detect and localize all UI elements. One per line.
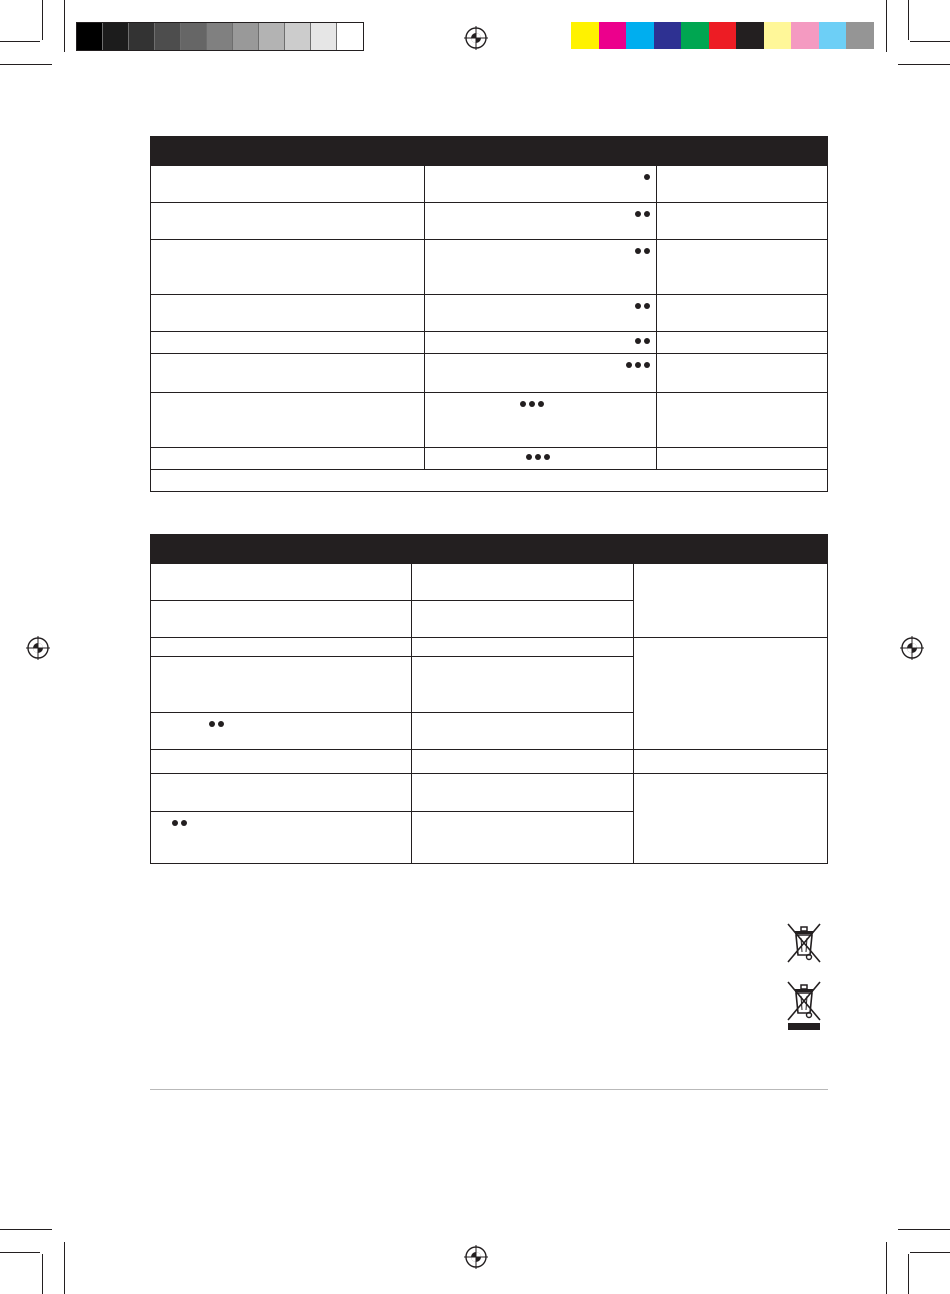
table-cell <box>657 332 828 354</box>
table-cell <box>425 393 657 448</box>
table-cell <box>151 750 412 774</box>
bullet-dots <box>635 248 650 254</box>
crop-mark <box>0 1229 52 1230</box>
crop-mark <box>898 1229 950 1230</box>
bullet-dot <box>644 303 650 309</box>
color-swatch <box>259 23 285 50</box>
table-cell <box>657 203 828 240</box>
bullet-dots <box>626 362 650 368</box>
crop-mark <box>64 0 65 52</box>
table-cell <box>425 295 657 332</box>
table-row <box>151 203 828 240</box>
header-cell <box>657 137 828 166</box>
crossed-out-wheelie-bin-icon <box>784 921 824 965</box>
bullet-dot <box>181 820 187 826</box>
table-cell <box>151 448 425 470</box>
bullet-dots <box>635 211 650 217</box>
crop-mark <box>42 1254 43 1294</box>
registration-mark-icon <box>26 636 50 660</box>
table-row <box>151 240 828 295</box>
bullet-dot <box>644 338 650 344</box>
table-row <box>151 332 828 354</box>
bullet-dot <box>544 454 550 460</box>
color-swatch <box>77 23 103 50</box>
troubleshooting-table-2 <box>150 534 828 864</box>
color-swatch <box>285 23 311 50</box>
table-cell <box>412 750 634 774</box>
bullet-dot <box>526 454 532 460</box>
table-cell <box>657 393 828 448</box>
bullet-dots <box>520 401 544 407</box>
bullet-dot <box>644 248 650 254</box>
table-cell <box>151 774 412 812</box>
header-cell <box>425 137 657 166</box>
table-cell <box>634 750 828 774</box>
bullet-dot <box>626 362 632 368</box>
bullet-dot <box>635 248 641 254</box>
table-cell <box>657 240 828 295</box>
table-cell <box>151 564 412 601</box>
crop-mark <box>0 41 40 42</box>
table-cell <box>412 774 634 812</box>
table-cell <box>657 354 828 393</box>
table-cell <box>412 601 634 638</box>
crop-mark <box>908 1254 909 1294</box>
table-cell <box>412 564 634 601</box>
table-row <box>151 448 828 470</box>
color-swatch <box>181 23 207 50</box>
header-cell <box>151 137 425 166</box>
color-swatch <box>571 22 599 49</box>
crop-mark <box>910 41 950 42</box>
bullet-dot <box>644 174 650 180</box>
table-cell <box>425 354 657 393</box>
table-row <box>151 774 828 812</box>
color-swatch <box>233 23 259 50</box>
crop-mark <box>886 0 887 52</box>
table-cell <box>634 774 828 864</box>
color-swatch <box>103 23 129 50</box>
table-cell <box>425 203 657 240</box>
bullet-dot <box>644 211 650 217</box>
table-header-row <box>151 535 828 564</box>
table-cell <box>412 713 634 750</box>
bullet-dots <box>635 303 650 309</box>
registration-mark-icon <box>900 636 924 660</box>
table-row <box>151 564 828 601</box>
bullet-dot <box>538 401 544 407</box>
table-cell <box>151 240 425 295</box>
table-cell <box>151 166 425 203</box>
bullet-dots <box>635 338 650 344</box>
table-cell <box>412 657 634 713</box>
grayscale-color-bar <box>76 22 364 51</box>
table-cell <box>151 812 412 864</box>
crop-mark <box>898 64 950 65</box>
color-swatch <box>155 23 181 50</box>
table-cell <box>151 295 425 332</box>
table-cell <box>425 240 657 295</box>
bullet-dot <box>520 401 526 407</box>
table-cell <box>151 601 412 638</box>
table-cell <box>151 638 412 657</box>
color-swatch <box>654 22 682 49</box>
table-cell <box>657 295 828 332</box>
color-swatch <box>311 23 337 50</box>
footer-rule <box>150 1089 828 1090</box>
header-cell <box>151 535 412 564</box>
bullet-dots <box>172 820 187 826</box>
bullet-dot <box>635 362 641 368</box>
crossed-out-wheelie-bin-with-bar-icon <box>784 979 824 1033</box>
table-cell <box>151 657 412 713</box>
bullet-dot <box>635 338 641 344</box>
bullet-dot <box>635 303 641 309</box>
table-row <box>151 166 828 203</box>
crop-mark <box>64 1242 65 1294</box>
table-row <box>151 393 828 448</box>
color-swatch <box>736 22 764 49</box>
crop-mark <box>42 0 43 40</box>
table-cell <box>151 203 425 240</box>
table-cell <box>425 166 657 203</box>
color-swatch <box>819 22 847 49</box>
bullet-dot <box>535 454 541 460</box>
table-cell <box>657 448 828 470</box>
table-row <box>151 354 828 393</box>
color-swatch <box>681 22 709 49</box>
crop-mark <box>908 0 909 40</box>
table-row <box>151 638 828 657</box>
table-row <box>151 295 828 332</box>
bullet-dot <box>635 211 641 217</box>
table-cell <box>151 332 425 354</box>
table-cell <box>151 713 412 750</box>
header-cell <box>412 535 634 564</box>
bullet-dots <box>209 721 224 727</box>
registration-mark-icon <box>464 1245 488 1269</box>
color-swatch <box>129 23 155 50</box>
table-footnote-row <box>151 470 828 492</box>
color-swatch <box>599 22 627 49</box>
color-swatch <box>791 22 819 49</box>
table-cell <box>634 564 828 638</box>
bullet-dot <box>644 362 650 368</box>
table-cell <box>657 166 828 203</box>
table-cell <box>151 393 425 448</box>
color-swatch <box>207 23 233 50</box>
bullet-dot <box>209 721 215 727</box>
crop-mark <box>0 64 52 65</box>
header-cell <box>634 535 828 564</box>
registration-mark-icon <box>464 26 488 50</box>
table-cell <box>412 638 634 657</box>
bullet-dots <box>526 454 550 460</box>
crop-mark <box>0 1252 40 1253</box>
table-header-row <box>151 137 828 166</box>
bullet-dots <box>644 174 650 180</box>
crop-mark <box>910 1252 950 1253</box>
bullet-dot <box>218 721 224 727</box>
color-swatch <box>764 22 792 49</box>
bullet-dot <box>529 401 535 407</box>
table-row <box>151 750 828 774</box>
color-swatch <box>626 22 654 49</box>
troubleshooting-table-1 <box>150 136 828 492</box>
table-cell <box>425 448 657 470</box>
bullet-dot <box>172 820 178 826</box>
color-swatch <box>709 22 737 49</box>
process-color-bar <box>571 22 874 49</box>
color-swatch <box>337 23 363 50</box>
table-cell <box>151 354 425 393</box>
table-cell <box>634 638 828 750</box>
crop-mark <box>886 1242 887 1294</box>
color-swatch <box>846 22 874 49</box>
table-cell <box>425 332 657 354</box>
table-cell <box>412 812 634 864</box>
table-footnote-cell <box>151 470 828 492</box>
